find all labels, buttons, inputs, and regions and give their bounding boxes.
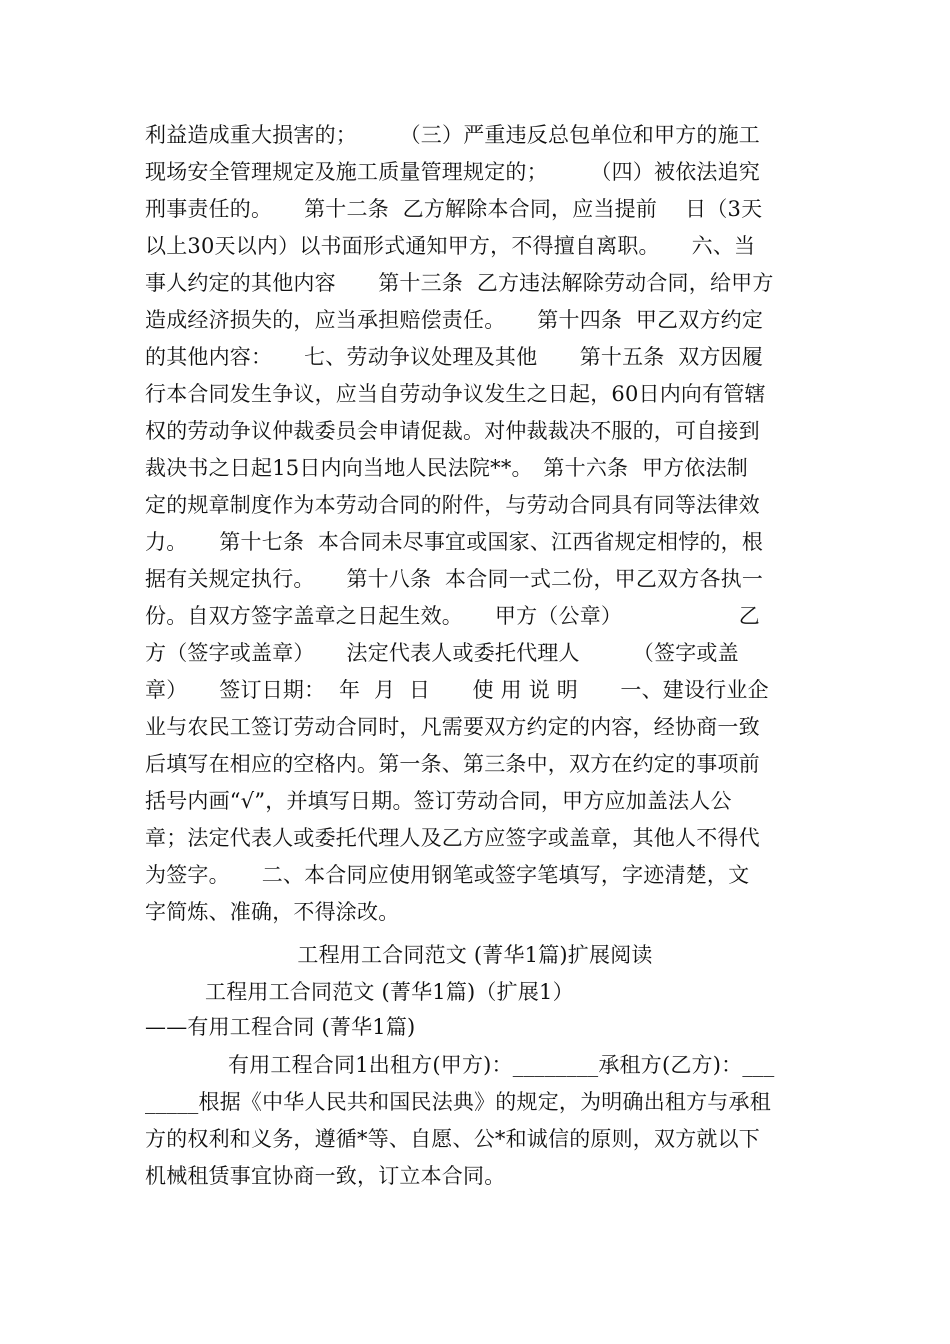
extension-heading: 工程用工合同范文 (菁华1篇)扩展阅读 xyxy=(297,943,653,967)
body-line: 份。自双方签字盖章之日起生效。 甲方（公章） 乙 xyxy=(145,604,760,628)
body-line: 后填写在相应的空格内。第一条、第三条中，双方在约定的事项前 xyxy=(145,752,760,776)
extension-line: 机械租赁事宜协商一致，订立本合同。 xyxy=(145,1164,506,1188)
extension-line: 方的权利和义务，遵循*等、自愿、公*和诚信的原则，双方就以下 xyxy=(145,1127,760,1151)
body-line: 字简炼、准确，不得涂改。 xyxy=(145,900,400,924)
body-line: 事人约定的其他内容 第十三条 乙方违法解除劳动合同，给甲方 xyxy=(145,271,774,295)
body-line: 裁决书之日起15日内向当地人民法院**。 第十六条 甲方依法制 xyxy=(145,456,748,480)
body-line: 括号内画“√”，并填写日期。签订劳动合同，甲方应加盖法人公 xyxy=(145,789,732,813)
body-line: 业与农民工签订劳动合同时，凡需要双方约定的内容，经协商一致 xyxy=(145,715,760,739)
extension-title: ——有用工程合同 (菁华1篇) xyxy=(145,1015,416,1039)
body-line: 以上30天以内）以书面形式通知甲方，不得擅自离职。 六、当 xyxy=(145,234,756,258)
body-line: 章） 签订日期： 年 月 日 使 用 说 明 一、建设行业企 xyxy=(145,678,769,702)
body-line: 刑事责任的。 第十二条 乙方解除本合同，应当提前 日（3天 xyxy=(145,197,763,221)
body-line: 现场安全管理规定及施工质量管理规定的； （四）被依法追究 xyxy=(145,160,760,184)
body-line: 为签字。 二、本合同应使用钢笔或签字笔填写，字迹清楚，文 xyxy=(145,863,750,887)
body-line: 定的规章制度作为本劳动合同的附件，与劳动合同具有同等法律效 xyxy=(145,493,760,517)
body-line: 造成经济损失的，应当承担赔偿责任。 第十四条 甲乙双方约定 xyxy=(145,308,764,332)
body-line: 行本合同发生争议，应当自劳动争议发生之日起，60日内向有管辖 xyxy=(145,382,766,406)
extension-line: 有用工程合同1出租方(甲方)：________承租方(乙方)：___ xyxy=(228,1053,775,1077)
body-line: 力。 第十七条 本合同未尽事宜或国家、江西省规定相悖的，根 xyxy=(145,530,764,554)
body-line: 方（签字或盖章） 法定代表人或委托代理人 （签字或盖 xyxy=(145,641,739,665)
extension-subheading: 工程用工合同范文 (菁华1篇)（扩展1） xyxy=(205,980,574,1004)
extension-line: _____根据《中华人民共和国民法典》的规定，为明确出租方与承租 xyxy=(145,1090,771,1114)
body-line: 利益造成重大损害的； （三）严重违反总包单位和甲方的施工 xyxy=(145,123,760,147)
body-line: 据有关规定执行。 第十八条 本合同一式二份，甲乙双方各执一 xyxy=(145,567,764,591)
body-line: 章；法定代表人或委托代理人及乙方应签字或盖章，其他人不得代 xyxy=(145,826,760,850)
body-line: 权的劳动争议仲裁委员会申请促裁。对仲裁裁决不服的，可自接到 xyxy=(145,419,760,443)
body-line: 的其他内容： 七、劳动争议处理及其他 第十五条 双方因履 xyxy=(145,345,764,369)
